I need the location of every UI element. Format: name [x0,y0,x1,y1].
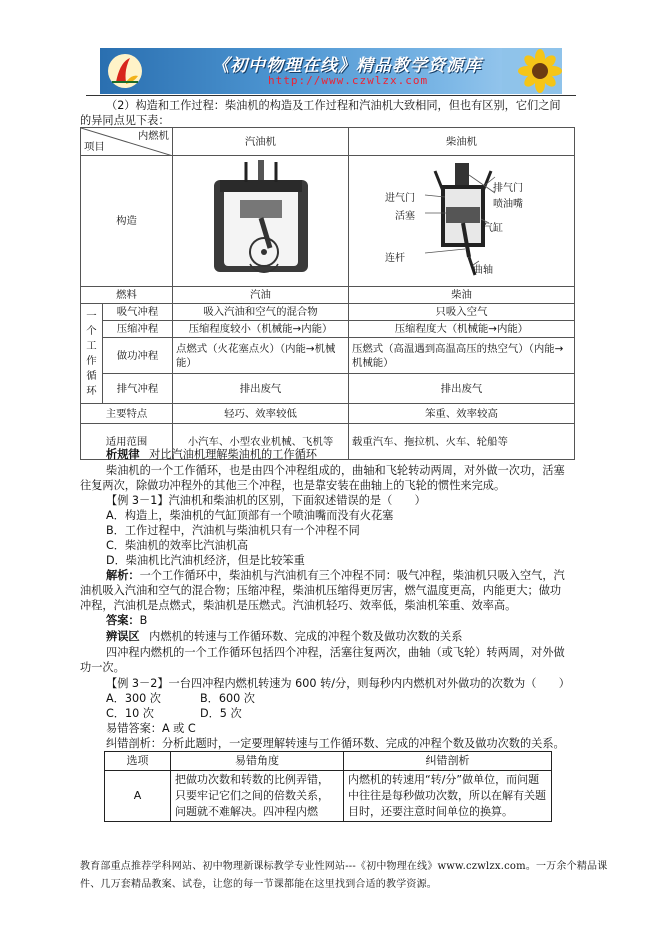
features-gasoline: 轻巧、效率较低 [173,404,349,424]
diesel-engine-diagram [349,156,575,287]
confuse-title: 内燃机的转速与工作循环数、完成的冲程个数及做功次数的关系 [149,630,463,643]
cycle-char: 循 [86,369,97,382]
answer-label: 答案： [106,614,140,627]
label-cylinder: 气缸 [483,223,503,234]
err-header-fix: 纠错剖析 [344,752,552,771]
example-3-2-option-c: C．10 次 [106,707,154,720]
col-diesel-engine: 柴油机 [349,128,575,156]
err-header-option: 选项 [105,752,171,771]
err-header-angle: 易错角度 [171,752,344,771]
label-intake-valve: 进气门 [385,193,415,204]
gasoline-engine-icon [206,160,316,278]
sunflower-icon [502,48,562,94]
stroke-intake-diesel: 只吸入空气 [349,304,575,321]
confuse-para-line-1: 四冲程内燃机的一个工作循环包括四个冲程，活塞往复两次，曲轴（或飞轮）转两周，对外做 [106,646,565,659]
stroke-compression-diesel: 压缩程度大（机械能→内能） [349,321,575,338]
fuel-diesel: 柴油 [349,287,575,304]
example-3-1-analysis-line-3: 冲程，汽油机是点燃式，柴油机是压燃式。汽油机轻巧、效率低，柴油机笨重、效率高。 [80,599,517,612]
law-para-line-2: 往复两次，除做功冲程外的其他三个冲程，也是靠安装在曲轴上的飞轮的惯性来完成。 [80,479,506,492]
stroke-intake-gasoline: 吸入汽油和空气的混合物 [173,304,349,321]
analysis-label: 解析： [106,569,140,582]
stroke-exhaust-diesel: 排出废气 [349,374,575,404]
confuse-head-label: 辨误区 [106,630,140,643]
cycle-char: 环 [86,384,97,397]
law-title: 对比汽油机理解柴油机的工作循环 [149,448,317,461]
example-3-1-option-d: D．柴油机比汽油机经济，但是比较笨重 [106,554,305,567]
analysis-text: 一个工作循环中，柴油机与汽油机有三个冲程不同：吸气冲程，柴油机只吸入空气，汽 [139,569,565,582]
example-3-1-answer [106,613,147,628]
label-piston: 活塞 [395,211,415,222]
intro-line-2: 的异同点见下表： [80,114,170,127]
confuse-para-line-2: 功一次。 [80,661,125,674]
row-structure-label: 构造 [81,156,173,287]
page-footer [80,858,608,894]
example-3-1-option-b: B．工作过程中，汽油机与柴油机只有一个冲程不同 [106,524,360,537]
example-3-1-option-a: A．构造上，柴油机的气缸顶部有一个喷油嘴而没有火花塞 [106,509,394,522]
engine-comparison-table [80,127,575,460]
label-connecting-rod: 连杆 [385,253,405,264]
site-logo-icon [106,52,144,90]
stroke-power-diesel: 压燃式（高温遇到高温高压的热空气）（内能→机械能） [349,338,575,374]
example-3-1-option-c: C．柴油机的效率比汽油机高 [106,539,249,552]
example-3-2-option-a: A．300 次 [106,692,161,705]
gasoline-engine-diagram [173,156,349,287]
stroke-exhaust-gasoline: 排出废气 [173,374,349,404]
stroke-power-gasoline: 点燃式（火花塞点火）（内能→机械能） [173,338,349,374]
row-features-label: 主要特点 [81,404,173,424]
err-option-a: A [105,771,171,822]
work-cycle-label [81,304,103,404]
features-diesel: 笨重、效率较高 [349,404,575,424]
stroke-compression-label: 压缩冲程 [103,321,173,338]
example-3-1-analysis-line-2: 油机吸入汽油和空气的混合物；压缩冲程，柴油机压缩得更厉害，燃气温度更高，内能更大；做功 [80,584,562,597]
cycle-char: 工 [86,339,97,352]
example-3-2-fix: 纠错剖析：分析此题时，一定要理解转速与工作循环数、完成的冲程个数及做功次数的关系。 [106,737,565,750]
banner-url: http://www.czwlzx.com [268,74,429,87]
example-3-2-option-d: D．5 次 [200,707,242,720]
usage-diesel: 载重汽车、拖拉机、火车、轮船等 [349,424,575,460]
label-exhaust-valve: 排气门 [493,183,523,194]
example-3-1-analysis-line-1 [106,568,565,583]
label-injector: 喷油嘴 [493,199,523,210]
error-analysis-table [104,751,552,822]
fuel-gasoline: 汽油 [173,287,349,304]
col-gasoline-engine: 汽油机 [173,128,349,156]
header-item-label: 项目 [84,141,105,153]
law-head-label: 析规律 [106,448,140,461]
cycle-char: 一 [86,309,97,322]
confuse-heading [106,629,462,644]
stroke-exhaust-label: 排气冲程 [103,374,173,404]
law-heading [106,447,317,462]
cycle-char: 个 [86,324,97,337]
stroke-intake-label: 吸气冲程 [103,304,173,321]
header-engine-label: 内燃机 [137,130,169,142]
header-rule [86,95,576,96]
stroke-power-label: 做功冲程 [103,338,173,374]
example-3-2-wrong-answer: 易错答案：A 或 C [106,722,196,735]
banner-title: 《初中物理在线》精品教学资源库 [212,56,482,76]
answer-value: B [139,614,148,627]
row-usage-label: 适用范围 [81,424,173,460]
footer-line-2: 件、几万套精品教案、试卷，让您的每一节课都能在这里找到合适的教学资源。 [80,879,437,890]
footer-line-1: 教育部重点推荐学科网站、初中物理新课标教学专业性网站---《初中物理在线》www.czwlzx.com。一万余个精品课 [80,861,608,872]
label-crankshaft: 曲轴 [473,265,493,276]
err-angle-text: 把做功次数和转数的比例弄错，只要牢记它们之间的倍数关系，问题就不难解决。四冲程内燃 [171,771,344,822]
law-para-line-1: 柴油机的一个工作循环，也是由四个冲程组成的，曲轴和飞轮转动两周，对外做一次功，活塞 [106,464,565,477]
intro-line-1: （2）构造和工作过程：柴油机的构造及工作过程和汽油机大致相同，但也有区别，它们之间 [106,99,561,112]
stroke-compression-gasoline: 压缩程度较小（机械能→内能） [173,321,349,338]
example-3-2-option-b: B．600 次 [200,692,255,705]
table-header-diagonal [81,128,173,156]
site-banner [100,48,562,94]
example-3-1-question: 【例 3－1】汽油机和柴油机的区别，下面叙述错误的是（ ） [106,494,426,507]
example-3-2-question: 【例 3－2】一台四冲程内燃机转速为 600 转/分，则每秒内内燃机对外做功的次数为（ ） [106,677,570,690]
err-fix-text: 内燃机的转速用“转/分”做单位，而问题中往往是每秒做功次数，所以在解有关题目时，还要注意时间单位的换算。 [344,771,552,822]
usage-gasoline: 小汽车、小型农业机械、飞机等 [173,424,349,460]
row-fuel-label: 燃料 [81,287,173,304]
cycle-char: 作 [86,354,97,367]
